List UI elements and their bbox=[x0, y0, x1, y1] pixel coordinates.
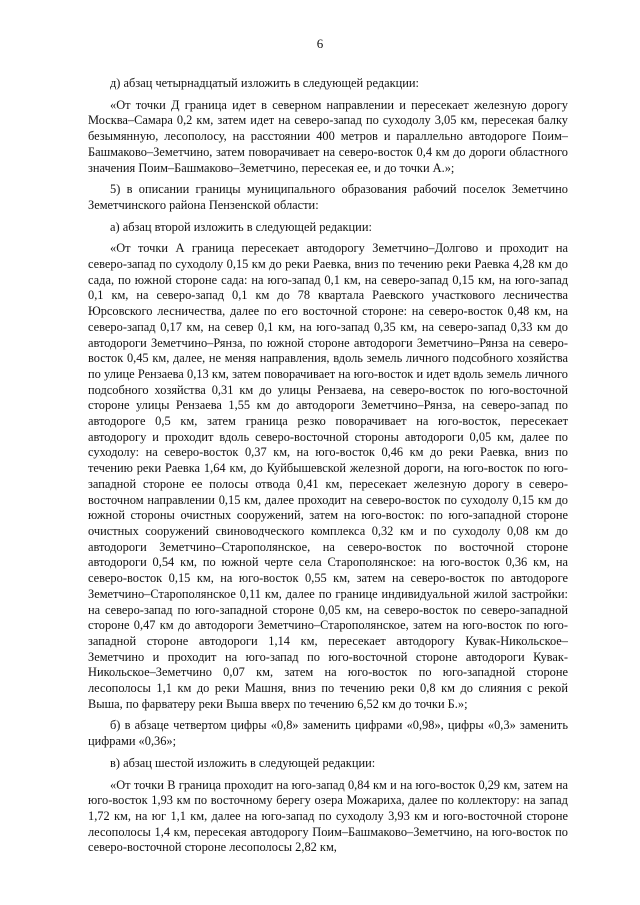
paragraph-v-text: «От точки В граница проходит на юго-запад 0,84 км и на юго-восток 0,29 км, затем на юго-восток 1,93 км по восточному берегу озера Можариха, далее по коллектору: на запад 1,72 км, на юг 1,1 км, далее на юго-запад по суходолу 3,93 км и юго-восточной стороне лесополосы 1,4 км, пересекая автодорогу Поим–Башмаково–Земетчино, на юго-восток по северо-восточной стороне лесополосы 2,82 км, bbox=[88, 777, 568, 855]
page-number: 6 bbox=[316, 36, 324, 51]
paragraph-d-text: «От точки Д граница идет в северном направлении и пересекает железную дорогу Москва–Самара 0,2 км, затем идет на северо-запад по суходолу 3,05 км, пересекая балку безымянную, лесополосу, на расстоянии 400 метров и параллельно автодороге Поим–Башмаково–Земетчино, затем поворачивает на северо-восток 0,4 км до дороги областного значения Поим–Башмаково–Земетчино, пересекая ее, и до точки А.»; bbox=[88, 97, 568, 175]
paragraph-d-heading: д) абзац четырнадцатый изложить в следующей редакции: bbox=[110, 76, 419, 90]
document-body bbox=[88, 76, 568, 856]
paragraph-a-text: «От точки А граница пересекает автодорогу Земетчино–Долгово и проходит на северо-запад по суходолу 0,15 км до реки Раевка, вниз по течению реки Раевка 4,28 км до сада, по южной стороне сада: на юго-запад 0,1 км, на северо-запад 0,15 км, на юго-запад 0,1 км, на северо-запад 0,1 км до 78 квартала Раевского участкового лесничества Юрсовского лесничества, далее по его восточной стороне: на северо-восток 0,48 км, на северо-запад 0,17 км, на север 0,1 км, на юго-запад 0,35 км, на северо-запад 0,33 км до автодороги Земетчино–Рянза, по южной стороне автодороги Земетчино–Рянза на северо-восток 0,45 км, далее, не меняя направления, вдоль земель личного подсобного хозяйства по улице Рензаева 0,13 км, затем поворачивает на юго-восток и идет вдоль земель личного подсобного хозяйства 0,31 км до улицы Рензаева, на северо-восток по юго-восточной стороне улицы Рензаева 1,55 км до автодороги Земетчино–Рянза, на северо-запад по автодороге 0,5 км, затем граница резко поворачивает на юго-восток, пересекает автодорогу и проходит вдоль северо-восточной стороны автодороги 0,05 км, далее по суходолу: на северо-восток 0,37 км, на юго-восток 0,46 км до реки Раевка, вниз по течению реки Раевка 1,64 км, до Куйбышевской железной дороги, на юго-восток по юго-западной стороне ее полосы отвода 0,41 км, пересекает железную дорогу в северо-восточном направлении 0,15 км, далее проходит на северо-восток по суходолу 0,15 км до южной стороны очистных сооружений, затем на юго-восток: по юго-западной стороне очистных сооружений свиноводческого комплекса 0,32 км и по суходолу 0,08 км до автодороги Земетчино–Старополянское, на северо-восток по восточной стороне автодороги 0,54 км, по южной черте села Старополянское: на юго-восток 0,36 км, на северо-восток 0,15 км, на юго-восток 0,55 км, затем на северо-восток по автодороге Земетчино–Старополянское 0,11 км, далее по границе индивидуальной жилой застройки: на северо-запад по юго-западной стороне 0,05 км, на северо-восток по северо-западной стороне 0,47 км до автодороги Земетчино–Старополянское, затем на юго-восток по юго-западной стороне автодороги 1,14 км, пересекает автодорогу Кувак-Никольское–Земетчино и проходит на юго-запад по юго-восточной стороне автодороги Кувак-Никольское–Земетчино 0,07 км, затем на юго-восток по юго-западной стороне лесополосы 1,1 км до реки Машня, вниз по течению реки 0,8 км до слияния с рекой Выша, по фарватеру реки Выша вверх по течению 6,52 км до точки Б.»; bbox=[88, 241, 568, 711]
paragraph-item-5: 5) в описании границы муниципального образования рабочий поселок Земетчино Земетчинского района Пензенской области: bbox=[88, 182, 568, 212]
paragraph-a-heading: а) абзац второй изложить в следующей редакции: bbox=[110, 219, 372, 234]
paragraph-v-heading: в) абзац шестой изложить в следующей редакции: bbox=[110, 755, 376, 770]
paragraph-b: б) в абзаце четвертом цифры «0,8» заменить цифрами «0,98», цифры «0,3» заменить цифрами «0,36»; bbox=[88, 718, 568, 749]
